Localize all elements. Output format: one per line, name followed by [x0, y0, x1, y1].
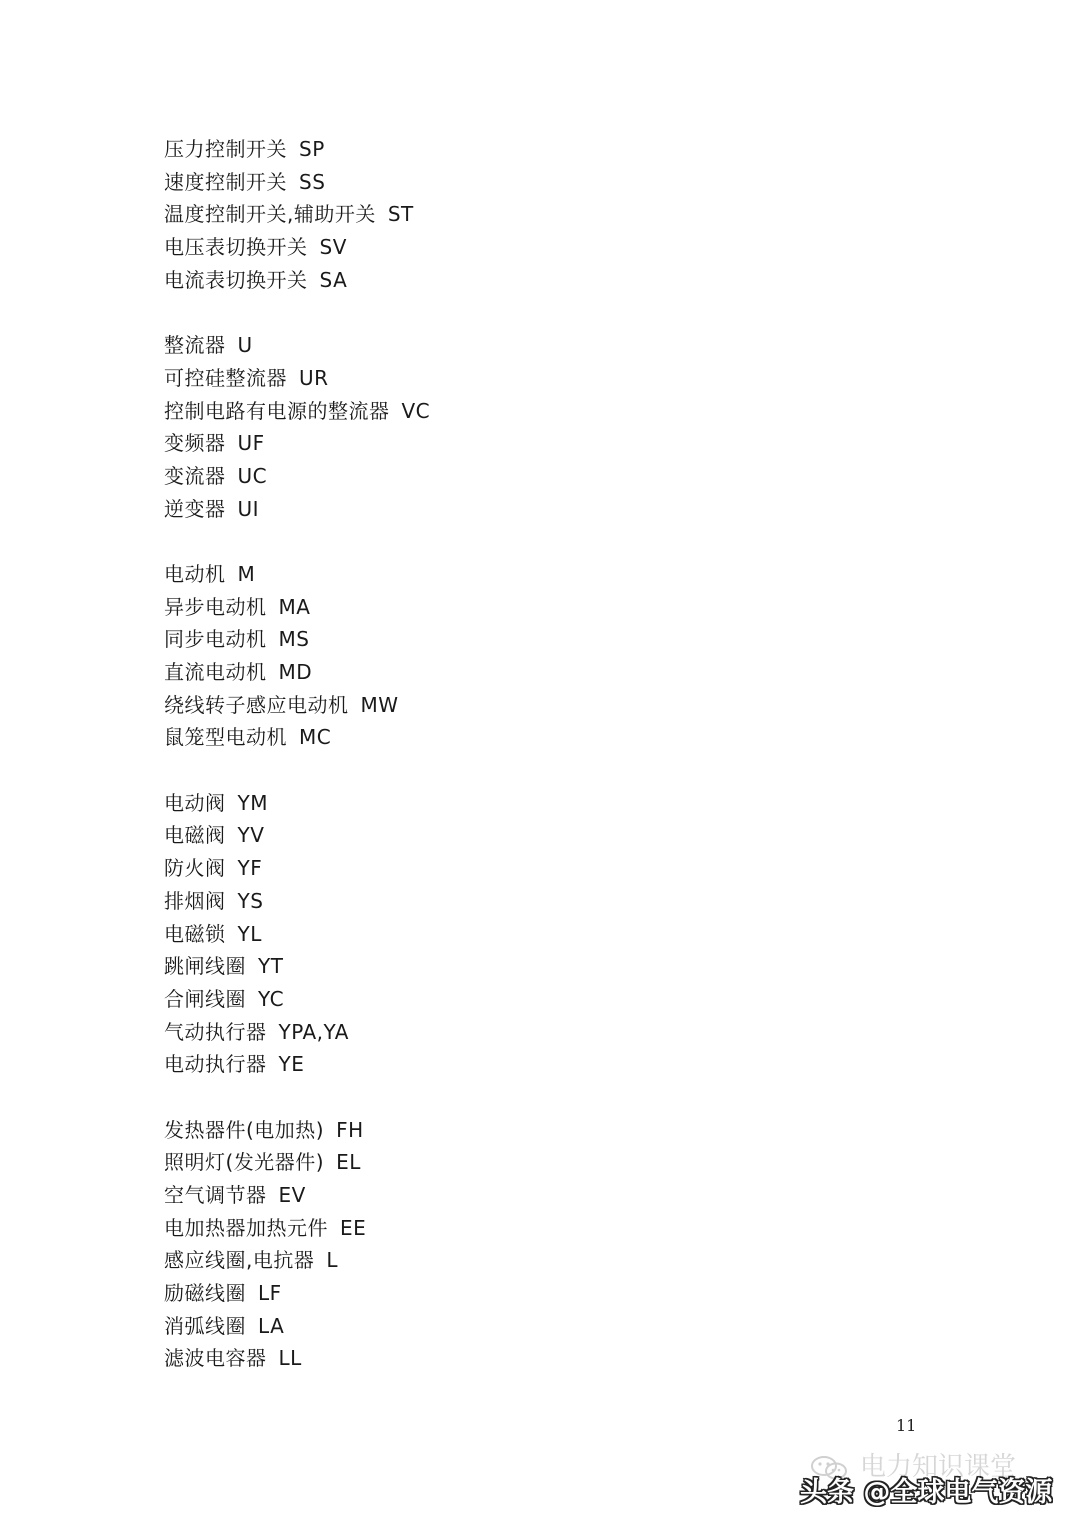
list-item: [164, 852, 924, 885]
list-item: [164, 1212, 924, 1245]
component-name: 防火阀: [164, 856, 226, 881]
list-item: [164, 427, 924, 460]
component-name: 电磁阀: [164, 823, 226, 848]
symbol-group: [164, 1114, 924, 1376]
component-name: 消弧线圈: [164, 1313, 246, 1338]
symbol-group: [164, 329, 924, 525]
symbol-code: MA: [278, 594, 311, 619]
symbol-code: YS: [237, 888, 264, 913]
component-name: 压力控制开关: [164, 137, 287, 161]
symbol-code: EE: [340, 1215, 367, 1240]
component-name: 可控硅整流器: [164, 365, 287, 390]
list-item: [164, 166, 924, 199]
symbol-code: MS: [278, 627, 310, 652]
list-item: [164, 395, 924, 428]
symbol-code: MD: [278, 660, 313, 684]
list-item: [164, 198, 924, 231]
symbol-code: VC: [401, 398, 431, 423]
component-name: 电动执行器: [164, 1052, 267, 1077]
component-name: 照明灯(发光器件): [164, 1150, 325, 1175]
component-name: 排烟阀: [164, 888, 226, 913]
list-item: [164, 133, 924, 166]
symbol-code: MW: [360, 692, 399, 717]
list-item: [164, 591, 924, 624]
symbol-code: UI: [237, 496, 260, 521]
component-name: 整流器: [164, 333, 226, 358]
component-name: 电磁锁: [164, 921, 226, 946]
component-name: 滤波电容器: [164, 1346, 267, 1371]
symbol-code: UR: [299, 365, 329, 390]
list-item: [164, 1146, 924, 1179]
symbol-code: YC: [258, 986, 285, 1011]
list-item: [164, 983, 924, 1016]
list-item: [164, 1277, 924, 1310]
symbol-code: SV: [319, 235, 347, 260]
component-name: 气动执行器: [164, 1019, 267, 1044]
component-name: 鼠笼型电动机: [164, 725, 287, 750]
symbol-code: YE: [278, 1052, 305, 1077]
symbol-code: MC: [299, 725, 332, 750]
list-item: [164, 231, 924, 264]
symbol-group: [164, 558, 924, 754]
symbol-code: U: [237, 333, 253, 358]
symbol-code: LA: [258, 1313, 285, 1338]
component-name: 感应线圈,电抗器: [164, 1248, 315, 1273]
component-name: 发热器件(电加热): [164, 1117, 325, 1142]
component-name: 电动阀: [164, 790, 226, 815]
component-name: 异步电动机: [164, 594, 267, 619]
watermark-faint-text: 电力知识课堂: [860, 1452, 1017, 1482]
list-item: [164, 819, 924, 852]
component-name: 温度控制开关,辅助开关: [164, 202, 376, 227]
symbol-code: LF: [258, 1281, 282, 1306]
list-item: [164, 1114, 924, 1147]
list-item: [164, 885, 924, 918]
symbol-code: FH: [336, 1117, 364, 1142]
list-item: [164, 721, 924, 754]
symbol-code: SA: [319, 267, 348, 292]
component-name: 直流电动机: [164, 660, 267, 684]
symbol-code: SS: [299, 169, 326, 194]
symbol-code: YV: [237, 823, 265, 848]
symbol-code: L: [326, 1248, 339, 1273]
symbol-code: EV: [278, 1183, 306, 1207]
symbol-code: SP: [299, 137, 325, 161]
symbol-list: [164, 133, 924, 1375]
list-item: [164, 1179, 924, 1212]
list-item: [164, 950, 924, 983]
component-name: 电动机: [164, 561, 226, 586]
list-item: [164, 787, 924, 820]
component-name: 励磁线圈: [164, 1281, 246, 1306]
list-item: [164, 1048, 924, 1081]
symbol-code: EL: [336, 1150, 361, 1175]
list-item: [164, 493, 924, 526]
symbol-code: YF: [237, 856, 263, 881]
symbol-code: LL: [278, 1346, 302, 1371]
list-item: [164, 623, 924, 656]
symbol-code: UF: [237, 431, 265, 456]
component-name: 绕线转子感应电动机: [164, 692, 349, 717]
component-name: 速度控制开关: [164, 169, 287, 194]
list-item: [164, 918, 924, 951]
symbol-code: ST: [387, 202, 414, 227]
list-item: [164, 362, 924, 395]
symbol-code: YM: [237, 790, 268, 815]
list-item: [164, 460, 924, 493]
watermark-main: 头条 @全球电气资源: [800, 1477, 1053, 1508]
component-name: 电流表切换开关: [164, 267, 308, 292]
symbol-group: [164, 787, 924, 1081]
component-name: 电压表切换开关: [164, 235, 308, 260]
list-item: [164, 329, 924, 362]
component-name: 同步电动机: [164, 627, 267, 652]
symbol-code: YT: [258, 954, 284, 979]
component-name: 变频器: [164, 431, 226, 456]
component-name: 变流器: [164, 463, 226, 488]
list-item: [164, 1244, 924, 1277]
list-item: [164, 1342, 924, 1375]
list-item: [164, 264, 924, 297]
list-item: [164, 558, 924, 591]
list-item: [164, 689, 924, 722]
list-item: [164, 1016, 924, 1049]
component-name: 逆变器: [164, 496, 226, 521]
list-item: [164, 656, 924, 689]
component-name: 控制电路有电源的整流器: [164, 398, 390, 423]
component-name: 跳闸线圈: [164, 954, 246, 979]
list-item: [164, 1310, 924, 1343]
symbol-code: UC: [237, 463, 268, 488]
component-name: 合闸线圈: [164, 986, 246, 1011]
component-name: 空气调节器: [164, 1183, 267, 1207]
symbol-code: M: [237, 561, 256, 586]
page-number: 11: [896, 1416, 917, 1435]
component-name: 电加热器加热元件: [164, 1215, 328, 1240]
symbol-code: YL: [237, 921, 262, 946]
symbol-group: [164, 133, 924, 296]
symbol-code: YPA,YA: [278, 1019, 349, 1044]
